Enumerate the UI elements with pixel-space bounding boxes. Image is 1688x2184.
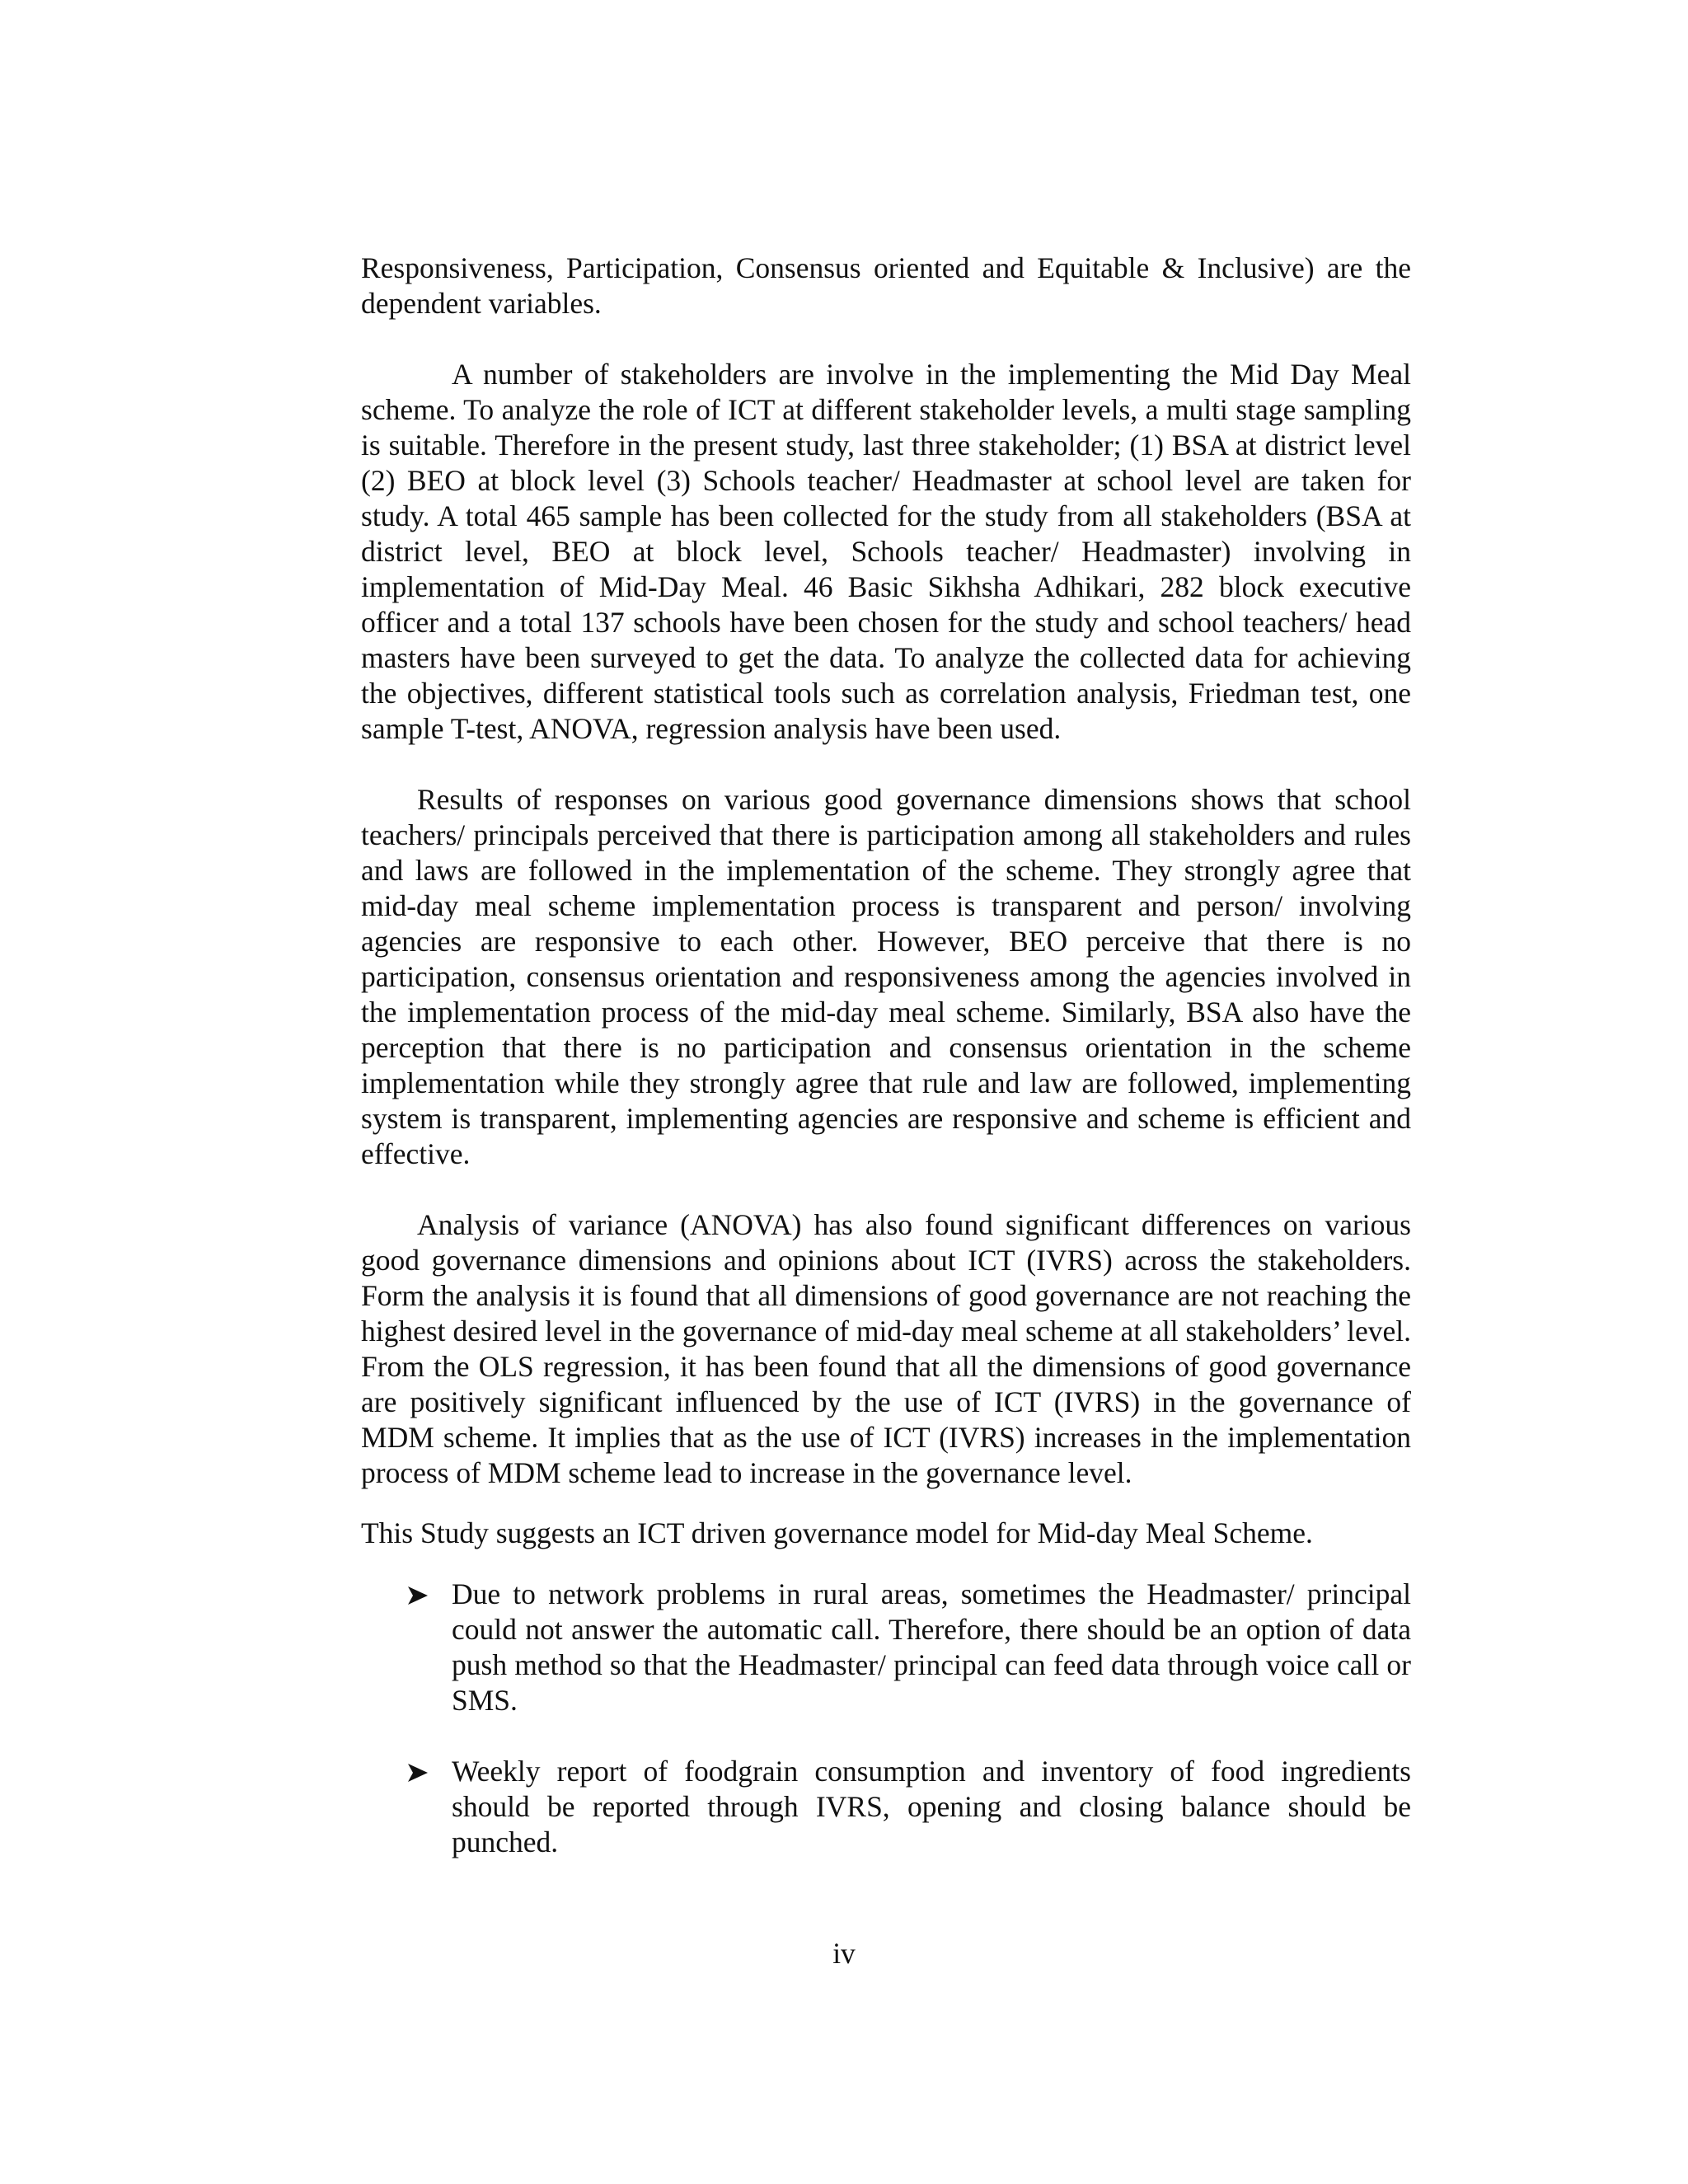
paragraph-model-intro: This Study suggests an ICT driven governance model for Mid-day Meal Scheme. <box>361 1516 1313 1549</box>
list-item <box>361 1754 1411 1860</box>
paragraph-anova: Analysis of variance (ANOVA) has also found significant differences on various good governance dimensions and opinions about ICT (IVRS) across the stakeholders. Form the analysis it is found that all dimensions of good governance are not reaching the highest desired level in the governance of mid-day meal scheme at all stakeholders’ level. From the OLS regression, it has been found that all the dimensions of good governance are positively significant influenced by the use of ICT (IVRS) in the governance of MDM scheme. It implies that as the use of ICT (IVRS) increases in the implementation process of MDM scheme lead to increase in the governance level. <box>361 1208 1411 1489</box>
paragraph-sampling: A number of stakeholders are involve in the implementing the Mid Day Meal scheme. To analyze the role of ICT at different stakeholder levels, a multi stage sampling is suitable. Therefore in the present study, last three stakeholder; (1) BSA at district level (2) BEO at block level (3) Schools teacher/ Headmaster at school level are taken for study. A total 465 sample has been collected for the study from all stakeholders (BSA at district level, BEO at block level, Schools teacher/ Headmaster) involving in implementation of Mid-Day Meal. 46 Basic Sikhsha Adhikari, 282 block executive officer and a total 137 schools have been chosen for the study and school teachers/ head masters have been surveyed to get the data. To analyze the collected data for achieving the objectives, different statistical tools such as correlation analysis, Friedman test, one sample T-test, ANOVA, regression analysis have been used. <box>361 358 1411 745</box>
body-text <box>361 251 1411 1860</box>
arrowhead-bullet-icon <box>407 1577 432 1612</box>
list-item-text: Weekly report of foodgrain consumption and inventory of food ingredients should be reported through IVRS, opening and closing balance should be punched. <box>452 1755 1411 1858</box>
paragraph-results: Results of responses on various good governance dimensions shows that school teachers/ principals perceived that there is participation among all stakeholders and rules and laws are followed in the implementation of the scheme. They strongly agree that mid-day meal scheme implementation process is transparent and person/ involving agencies are responsive to each other. However, BEO perceive that there is no participation, consensus orientation and responsiveness among the agencies involved in the implementation process of the mid-day meal scheme. Similarly, BSA also have the perception that there is no participation and consensus orientation in the scheme implementation while they strongly agree that rule and law are followed, implementing system is transparent, implementing agencies are responsive and scheme is efficient and effective. <box>361 783 1411 1170</box>
list-item-text: Due to network problems in rural areas, sometimes the Headmaster/ principal could not answer the automatic call. Therefore, there should be an option of data push method so that the Headmaster/ principal can feed data through voice call or SMS. <box>452 1577 1411 1717</box>
list-item <box>361 1577 1411 1718</box>
suggestion-list <box>361 1577 1411 1860</box>
page-number: iv <box>832 1937 856 1970</box>
arrowhead-bullet-icon <box>407 1754 432 1789</box>
paragraph-variables: Responsiveness, Participation, Consensus oriented and Equitable & Inclusive) are the dependent variables. <box>361 251 1411 320</box>
